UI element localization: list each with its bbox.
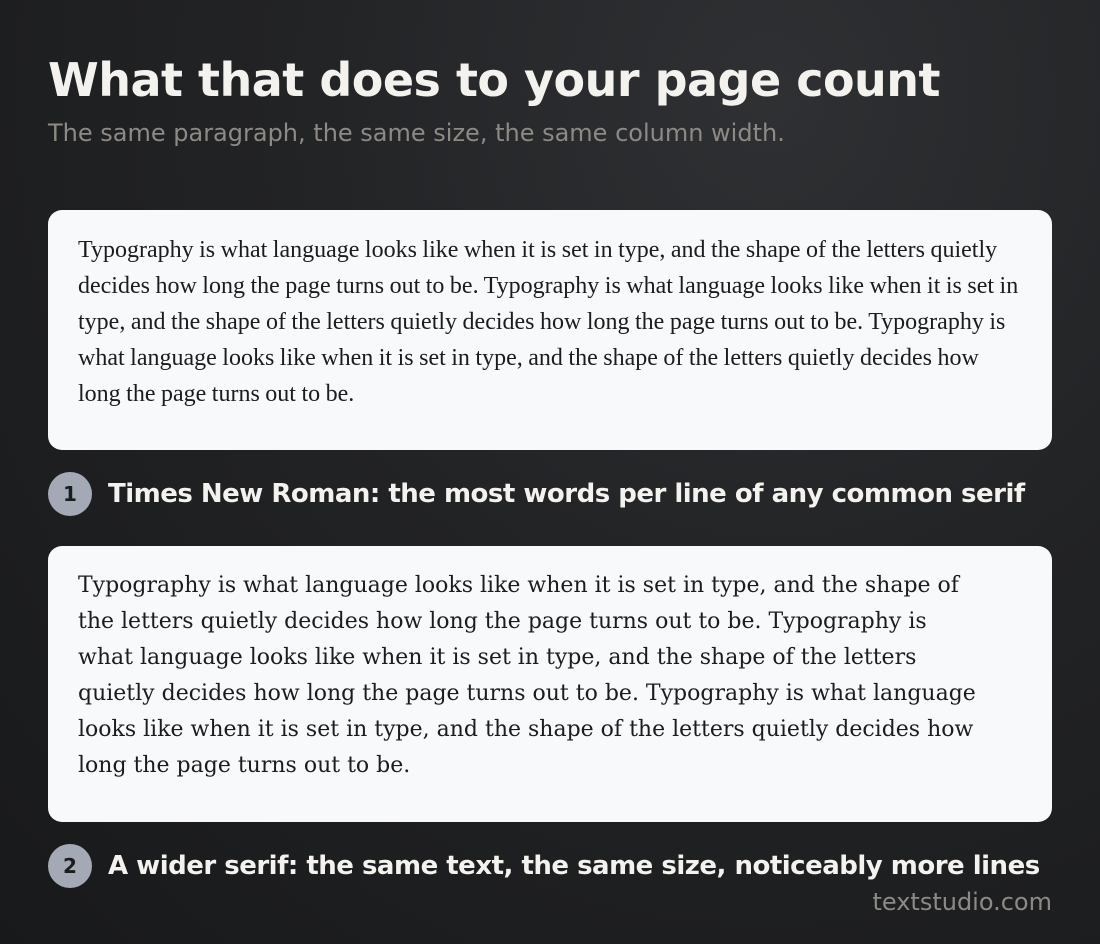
caption-text-1: Times New Roman: the most words per line of any common serif [108,479,1025,509]
page [48,0,1052,944]
caption-text-2: A wider serif: the same text, the same size, noticeably more lines [108,851,1040,881]
footer-site: textstudio.com [872,888,1052,916]
page-subtitle: The same paragraph, the same size, the same column width. [48,119,785,147]
sample-paragraph-wide-serif: Typography is what language looks like when it is set in type, and the shape of the letters quietly decides how long the page turns out to be. Typography is what language looks like when it is set in type, and the shape of the letters quietly decides how long the page turns out to be. Typography is what language looks like when it is set in type, and the shape of the letters quietly decides how long the page turns out to be. [78,573,976,778]
sample-paragraph-times: Typography is what language looks like when it is set in type, and the shape of the letters quietly decides how long the page turns out to be. Typography is what language looks like when it is set in type, and the shape of the letters quietly decides how long the page turns out to be. Typography is what language looks like when it is set in type, and the shape of the letters quietly decides how long the page turns out to be. [78,237,1019,407]
number-badge-2: 2 [48,844,92,888]
number-badge-1: 1 [48,472,92,516]
page-title: What that does to your page count [48,53,941,107]
sample-caption-2 [48,844,1040,888]
sample-caption-1 [48,472,1025,516]
sample-card-times [48,210,1052,450]
sample-card-wide-serif [48,546,1052,822]
